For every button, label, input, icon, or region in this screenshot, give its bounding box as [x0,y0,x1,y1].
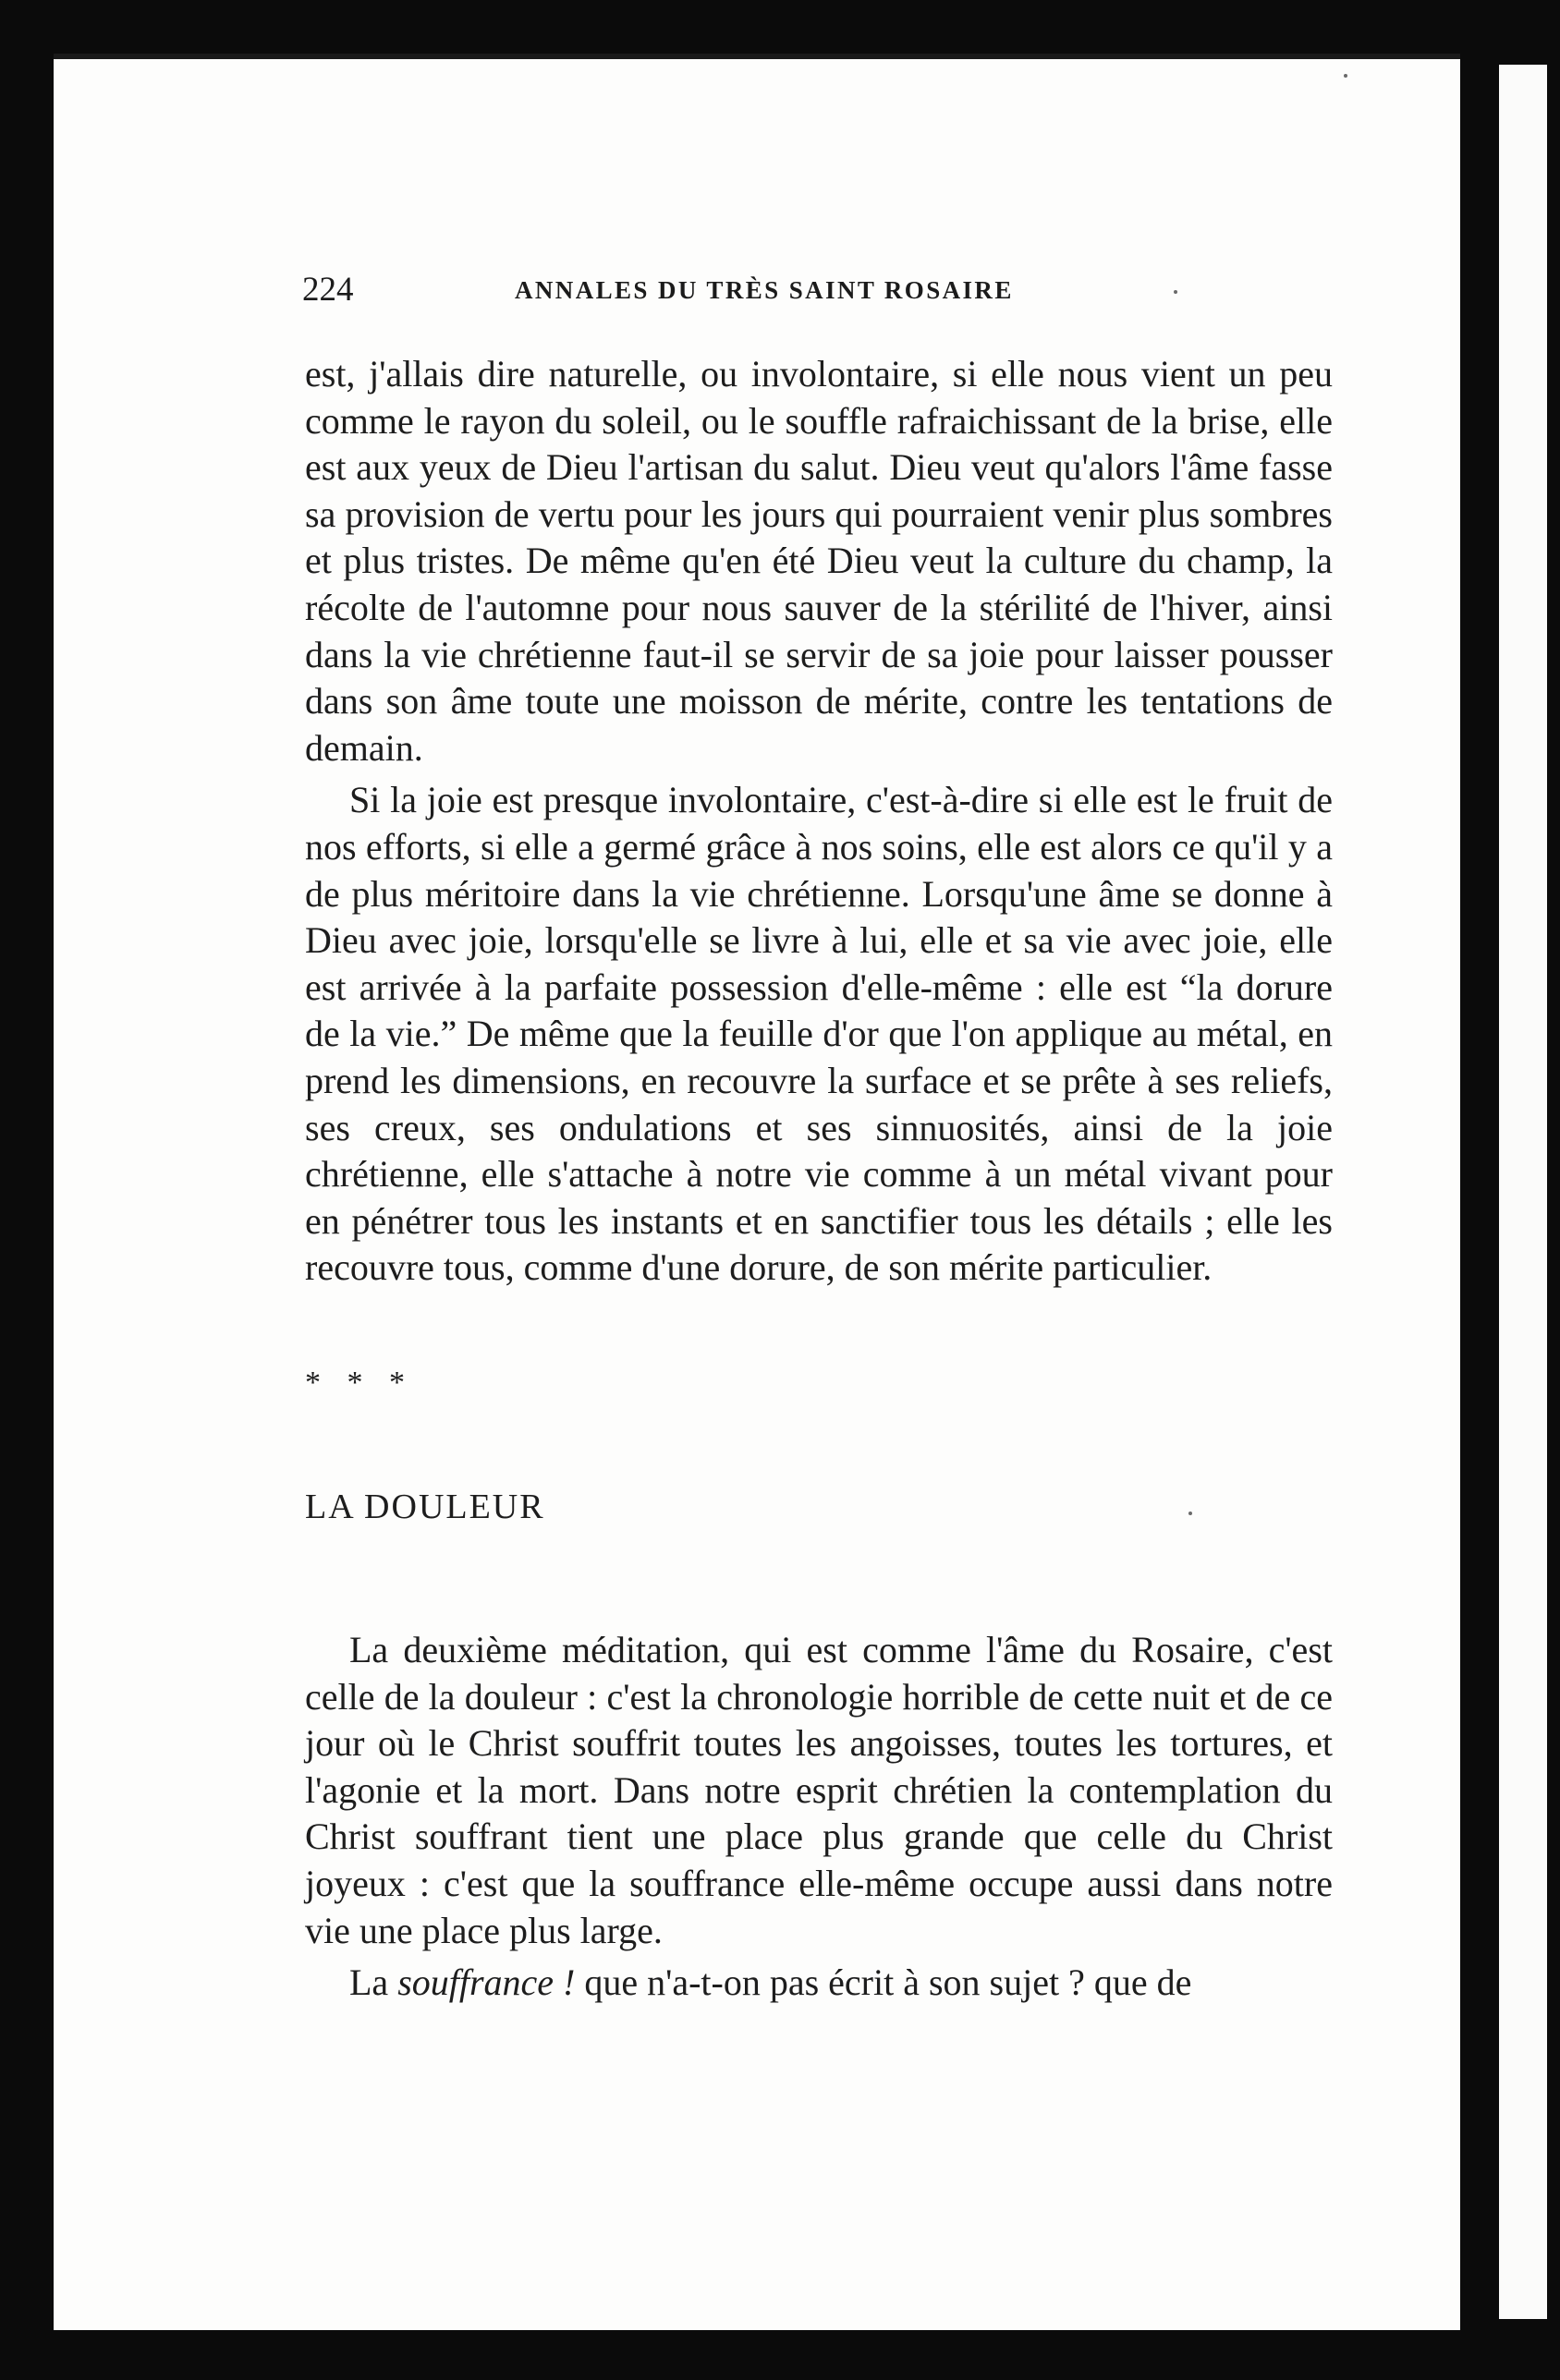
paragraph-end: que n'a-t-on pas écrit à son sujet ? que de [584,1961,1192,2004]
paragraph-continued: est, j'allais dire naturelle, ou involontaire, si elle nous vient un peu comme le rayon du soleil, ou le souffle rafraichissant de la brise, elle est aux yeux de Dieu l'artisan du salut. Dieu veut qu'alors l'âme fasse sa provision de vertu pour les jours qui pourraient venir plus sombres et plus tristes. De même qu'en été Dieu veut la culture du champ, la récolte de l'automne pour nous sauver de la stérilité de l'hiver, ainsi dans la vie chrétienne faut-il se servir de sa joie pour laisser pousser dans son âme toute une moisson de mérite, contre les tentations de demain. [305,353,1333,769]
running-head-title: ANNALES DU TRÈS SAINT ROSAIRE [515,276,1014,304]
paragraph-partial [305,1960,1333,2007]
section-separator: * * * [305,1365,414,1400]
running-head [302,270,1226,325]
dust-speck [1344,74,1347,78]
section-title: LA DOULEUR [305,1488,545,1527]
emphasis: souffrance ! [397,1961,576,2004]
paragraph-start: La [349,1961,389,2004]
page-number: 224 [302,271,354,309]
next-page-edge [1499,65,1547,2319]
body-text [305,351,1333,2007]
paragraph: Si la joie est presque involontaire, c'est-à-dire si elle est le fruit de nos efforts, si elle a germé grâce à nos soins, elle est alors ce qu'il y a de plus méritoire dans la vie chrétienne. Lorsqu'une âme se donne à Dieu avec joie, lorsqu'elle se livre à lui, elle et sa vie avec joie, elle est arrivée à la parfaite possession d'elle-même : elle est “la dorure de la vie.” De même que la feuille d'or que l'on applique au métal, en prend les dimensions, en recouvre la surface et se prête à ses reliefs, ses creux, ses ondulations et ses sinnuosités, ainsi de la joie chrétienne, elle s'attache à notre vie comme à un métal vivant pour en pénétrer tous les instants et en sanctifier tous les détails ; elle les recouvre tous, comme d'une dorure, de son mérite particulier. [305,779,1333,1289]
paragraph: La deuxième méditation, qui est comme l'âme du Rosaire, c'est celle de la douleur : c'est la chronologie horrible de cette nuit et de ce jour où le Christ souffrit toutes les angoisses, toutes les tortures, et l'agonie et la mort. Dans notre esprit chrétien la contemplation du Christ souffrant tient une place plus grande que celle du Christ joyeux : c'est que la souffrance elle-même occupe aussi dans notre vie une place plus large. [305,1629,1333,1951]
